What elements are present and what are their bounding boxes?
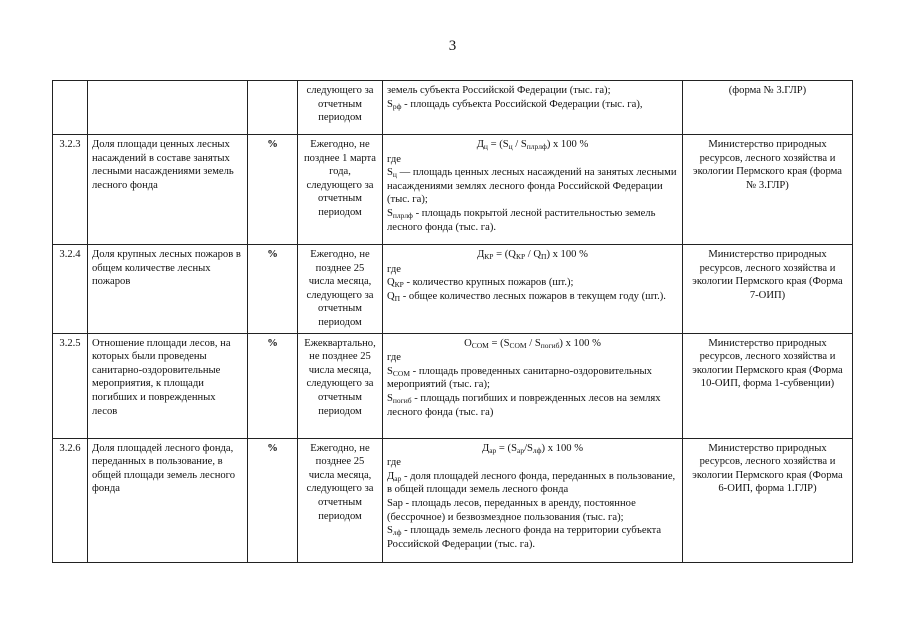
- table-row: [53, 438, 853, 562]
- method-line: $Q_{КР}$ - количество крупных пожаров (шт.);: [387, 277, 574, 290]
- method-cell: [383, 333, 683, 438]
- method-cell: [383, 135, 683, 245]
- table-row: [53, 135, 853, 245]
- table-row: [53, 245, 853, 334]
- name-cell: [88, 81, 248, 135]
- table-row-continued: [53, 81, 853, 135]
- method-line: $S_{рф}$ - площадь субъекта Российской Федерации (тыс. га),: [387, 98, 643, 111]
- method-line: $S_{погиб}$ - площадь погибших и поврежденных лесов на землях лесного фонда (тыс. га): [387, 392, 661, 418]
- indicator-name: Отношение площади лесов, на которых были проведены санитарно-оздоровительные мероприятия, к площади погибших и поврежденных лесов: [88, 333, 248, 438]
- unit-cell: %: [248, 333, 298, 438]
- row-number: 3.2.3: [53, 135, 88, 245]
- term-cell: Ежегодно, не позднее 25 числа месяца, следующего за отчетным периодом: [298, 245, 383, 334]
- formula: $Д_ц = (S_ц / S_{плрлф})$ x 100 %: [476, 139, 589, 151]
- method-line: $Q_П$ - общее количество лесных пожаров в текущем году (шт.).: [387, 290, 666, 303]
- where-label: где: [387, 153, 401, 165]
- method-line: $S_{плрлф}$ - площадь покрытой лесной растительностью земель лесного фонда (тыс. га).: [387, 207, 656, 233]
- row-number: 3.2.5: [53, 333, 88, 438]
- unit-cell: %: [248, 135, 298, 245]
- indicators-table: [52, 80, 853, 563]
- source-cell: Министерство природных ресурсов, лесного хозяйства и экологии Пермского края (Форма 7-ОИП): [683, 245, 853, 334]
- method-cell: [383, 81, 683, 135]
- term-cell: Ежегодно, не позднее 25 числа месяца, следующего за отчетным периодом: [298, 438, 383, 562]
- method-line: земель субъекта Российской Федерации (тыс. га);: [387, 85, 611, 96]
- method-line: Sар - площадь лесов, переданных в аренду, постоянное (бессрочное) и безвозмездное пользования (тыс. га);: [387, 497, 636, 523]
- term-cell: Ежеквартально, не позднее 25 числа месяца, следующего за отчетным периодом: [298, 333, 383, 438]
- unit-cell: %: [248, 438, 298, 562]
- indicator-name: Доля крупных лесных пожаров в общем количестве лесных пожаров: [88, 245, 248, 334]
- method-cell: [383, 245, 683, 334]
- unit-cell: %: [248, 245, 298, 334]
- indicator-name: Доля площади ценных лесных насаждений в составе занятых лесными насаждениями земель лесного фонда: [88, 135, 248, 245]
- row-number: 3.2.6: [53, 438, 88, 562]
- table-row: [53, 333, 853, 438]
- where-label: где: [387, 352, 401, 364]
- source-cell: (форма № 3.ГЛР): [683, 81, 853, 135]
- term-cell: Ежегодно, не позднее 1 марта года, следующего за отчетным периодом: [298, 135, 383, 245]
- indicator-name: Доля площадей лесного фонда, переданных в пользование, в общей площади земель лесного фонда: [88, 438, 248, 562]
- formula: $Д_{ар} = (S_{ар}/S_{лф})$ x 100 %: [481, 442, 584, 455]
- method-line: $S_ц$ — площадь ценных лесных насаждений на занятых лесными насаждениями землях лесного фонда Российской Федерации (тыс. га);: [387, 167, 677, 206]
- formula: $Д_{КР} = (Q_{КР} / Q_П)$ x 100 %: [477, 249, 588, 261]
- row-number: 3.2.4: [53, 245, 88, 334]
- num-cell: [53, 81, 88, 135]
- where-label: где: [387, 263, 401, 275]
- formula: $О_{СОМ} = (S_{СОМ} / S_{погиб})$ x 100 %: [464, 337, 601, 350]
- source-cell: Министерство природных ресурсов, лесного хозяйства и экологии Пермского края (форма № 3.ГЛР): [683, 135, 853, 245]
- method-cell: [383, 438, 683, 562]
- unit-cell: [248, 81, 298, 135]
- method-line: $Д_{ар}$ - доля площадей лесного фонда, переданных в пользование, в общей площади земель лесного фонда: [387, 470, 676, 496]
- term-cell: следующего за отчетным периодом: [298, 81, 383, 135]
- source-cell: Министерство природных ресурсов, лесного хозяйства и экологии Пермского края (Форма 10-ОИП, форма 1-субвенции): [683, 333, 853, 438]
- method-line: $S_{СОМ}$ - площадь проведенных санитарно-оздоровительных мероприятий (тыс. га);: [387, 365, 652, 391]
- where-label: где: [387, 457, 401, 469]
- page-number: 3: [448, 38, 457, 54]
- method-line: $S_{лф}$ - площадь земель лесного фонда на территории субъекта Российской Федерации (тыс. га).: [387, 525, 662, 550]
- source-cell: Министерство природных ресурсов, лесного хозяйства и экологии Пермского края (Форма 6-ОИП, форма 1.ГЛР): [683, 438, 853, 562]
